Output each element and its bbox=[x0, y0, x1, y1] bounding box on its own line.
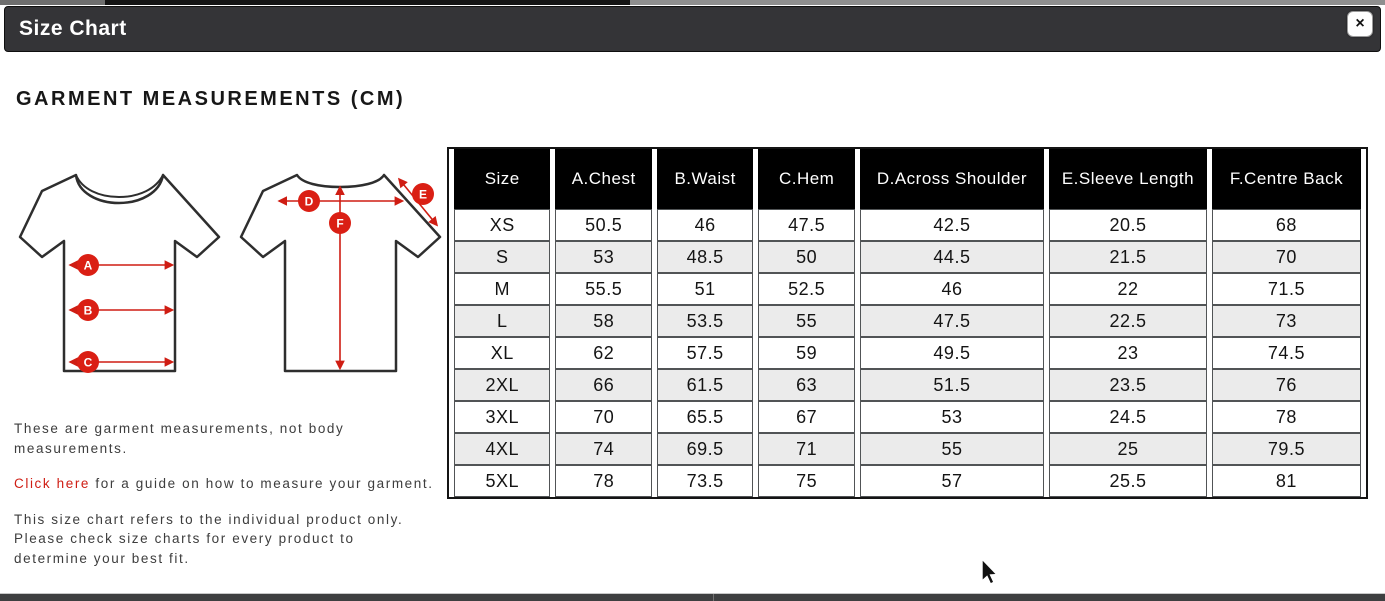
table-row bbox=[454, 273, 1361, 305]
table-row bbox=[454, 433, 1361, 465]
measurement-cell: 57.5 bbox=[657, 337, 753, 369]
measurement-cell: 71 bbox=[758, 433, 854, 465]
note-measure-guide bbox=[14, 474, 434, 494]
measurement-cell: 74 bbox=[555, 433, 651, 465]
table-row bbox=[454, 209, 1361, 241]
size-table-column bbox=[447, 147, 1385, 584]
measurement-cell: 55 bbox=[860, 433, 1044, 465]
measurement-cell: 73.5 bbox=[657, 465, 753, 497]
size-table-header bbox=[454, 149, 1361, 209]
table-row bbox=[454, 401, 1361, 433]
measurement-cell: 52.5 bbox=[758, 273, 854, 305]
measurement-cell: 49.5 bbox=[860, 337, 1044, 369]
column-header: E.Sleeve Length bbox=[1049, 149, 1207, 209]
measurement-cell: 22 bbox=[1049, 273, 1207, 305]
tshirt-front-diagram bbox=[12, 153, 227, 385]
measurement-cell: 61.5 bbox=[657, 369, 753, 401]
tshirt-back-icon bbox=[233, 153, 451, 385]
measure-label-f: F bbox=[336, 216, 344, 231]
size-cell: L bbox=[454, 305, 550, 337]
measurement-cell: 23 bbox=[1049, 337, 1207, 369]
close-button[interactable] bbox=[1347, 11, 1373, 37]
measurement-cell: 42.5 bbox=[860, 209, 1044, 241]
size-cell: XS bbox=[454, 209, 550, 241]
measurement-cell: 75 bbox=[758, 465, 854, 497]
measurement-cell: 46 bbox=[860, 273, 1044, 305]
background-page-top-edge bbox=[0, 0, 1385, 5]
measurement-cell: 69.5 bbox=[657, 433, 753, 465]
measurement-cell: 79.5 bbox=[1212, 433, 1361, 465]
measurement-cell: 25.5 bbox=[1049, 465, 1207, 497]
table-row bbox=[454, 465, 1361, 497]
measurement-cell: 68 bbox=[1212, 209, 1361, 241]
note-individual-product: This size chart refers to the individual product only. Please check size charts for every product to determine your best fit. bbox=[14, 511, 404, 566]
background-page-bottom-edge bbox=[0, 593, 1385, 601]
modal-header bbox=[4, 6, 1381, 52]
note-garment-measurements: These are garment measurements, not body measurements. bbox=[14, 421, 345, 456]
measurement-cell: 51.5 bbox=[860, 369, 1044, 401]
measurement-cell: 57 bbox=[860, 465, 1044, 497]
measurement-cell: 50 bbox=[758, 241, 854, 273]
measurement-cell: 70 bbox=[555, 401, 651, 433]
measurement-cell: 67 bbox=[758, 401, 854, 433]
measurement-cell: 25 bbox=[1049, 433, 1207, 465]
column-header: F.Centre Back bbox=[1212, 149, 1361, 209]
table-header-row bbox=[454, 149, 1361, 209]
size-table bbox=[447, 147, 1368, 499]
measurement-cell: 47.5 bbox=[758, 209, 854, 241]
modal-title: Size Chart bbox=[19, 17, 127, 40]
measurement-cell: 65.5 bbox=[657, 401, 753, 433]
background-divider bbox=[713, 594, 714, 601]
measurement-cell: 70 bbox=[1212, 241, 1361, 273]
size-cell: XL bbox=[454, 337, 550, 369]
measurement-cell: 53.5 bbox=[657, 305, 753, 337]
measurement-cell: 22.5 bbox=[1049, 305, 1207, 337]
table-row bbox=[454, 369, 1361, 401]
size-cell: 2XL bbox=[454, 369, 550, 401]
background-segment bbox=[0, 0, 105, 5]
measurement-cell: 62 bbox=[555, 337, 651, 369]
click-here-link[interactable]: Click here bbox=[14, 476, 91, 492]
note-measure-guide-rest: for a guide on how to measure your garment. bbox=[90, 476, 434, 492]
background-segment bbox=[105, 0, 630, 5]
measurement-cell: 44.5 bbox=[860, 241, 1044, 273]
measurement-cell: 50.5 bbox=[555, 209, 651, 241]
measurement-cell: 23.5 bbox=[1049, 369, 1207, 401]
size-cell: M bbox=[454, 273, 550, 305]
measurement-cell: 55.5 bbox=[555, 273, 651, 305]
column-header: B.Waist bbox=[657, 149, 753, 209]
measurement-cell: 74.5 bbox=[1212, 337, 1361, 369]
measurement-cell: 20.5 bbox=[1049, 209, 1207, 241]
size-cell: 4XL bbox=[454, 433, 550, 465]
tshirt-diagrams bbox=[12, 153, 447, 385]
column-header: A.Chest bbox=[555, 149, 651, 209]
table-row bbox=[454, 305, 1361, 337]
measurement-cell: 51 bbox=[657, 273, 753, 305]
measurement-cell: 21.5 bbox=[1049, 241, 1207, 273]
measurement-cell: 55 bbox=[758, 305, 854, 337]
measurement-cell: 53 bbox=[860, 401, 1044, 433]
measure-label-c: C bbox=[83, 355, 93, 370]
measurement-cell: 58 bbox=[555, 305, 651, 337]
size-table-body bbox=[454, 209, 1361, 497]
measurement-cell: 48.5 bbox=[657, 241, 753, 273]
measurement-cell: 53 bbox=[555, 241, 651, 273]
size-cell: 3XL bbox=[454, 401, 550, 433]
measurement-cell: 81 bbox=[1212, 465, 1361, 497]
measurement-cell: 73 bbox=[1212, 305, 1361, 337]
measurement-cell: 46 bbox=[657, 209, 753, 241]
column-header: Size bbox=[454, 149, 550, 209]
measurement-cell: 78 bbox=[555, 465, 651, 497]
measurement-cell: 63 bbox=[758, 369, 854, 401]
measure-label-b: B bbox=[83, 303, 93, 318]
measure-label-a: A bbox=[83, 258, 93, 273]
table-row bbox=[454, 337, 1361, 369]
measurement-cell: 47.5 bbox=[860, 305, 1044, 337]
close-icon: × bbox=[1355, 15, 1365, 32]
measurement-cell: 76 bbox=[1212, 369, 1361, 401]
measure-label-d: D bbox=[304, 194, 314, 209]
table-row bbox=[454, 241, 1361, 273]
tshirt-back-diagram bbox=[233, 153, 451, 385]
measure-label-e: E bbox=[418, 187, 428, 202]
measurement-cell: 78 bbox=[1212, 401, 1361, 433]
notes-block bbox=[12, 419, 447, 568]
diagram-and-notes-column bbox=[0, 147, 447, 584]
measurement-cell: 59 bbox=[758, 337, 854, 369]
tshirt-front-icon bbox=[12, 153, 227, 385]
modal-body bbox=[0, 52, 1385, 593]
size-cell: 5XL bbox=[454, 465, 550, 497]
page-title: GARMENT MEASUREMENTS (CM) bbox=[16, 88, 406, 110]
measurement-cell: 66 bbox=[555, 369, 651, 401]
column-header: D.Across Shoulder bbox=[860, 149, 1044, 209]
measurement-cell: 24.5 bbox=[1049, 401, 1207, 433]
measurement-cell: 71.5 bbox=[1212, 273, 1361, 305]
column-header: C.Hem bbox=[758, 149, 854, 209]
size-cell: S bbox=[454, 241, 550, 273]
